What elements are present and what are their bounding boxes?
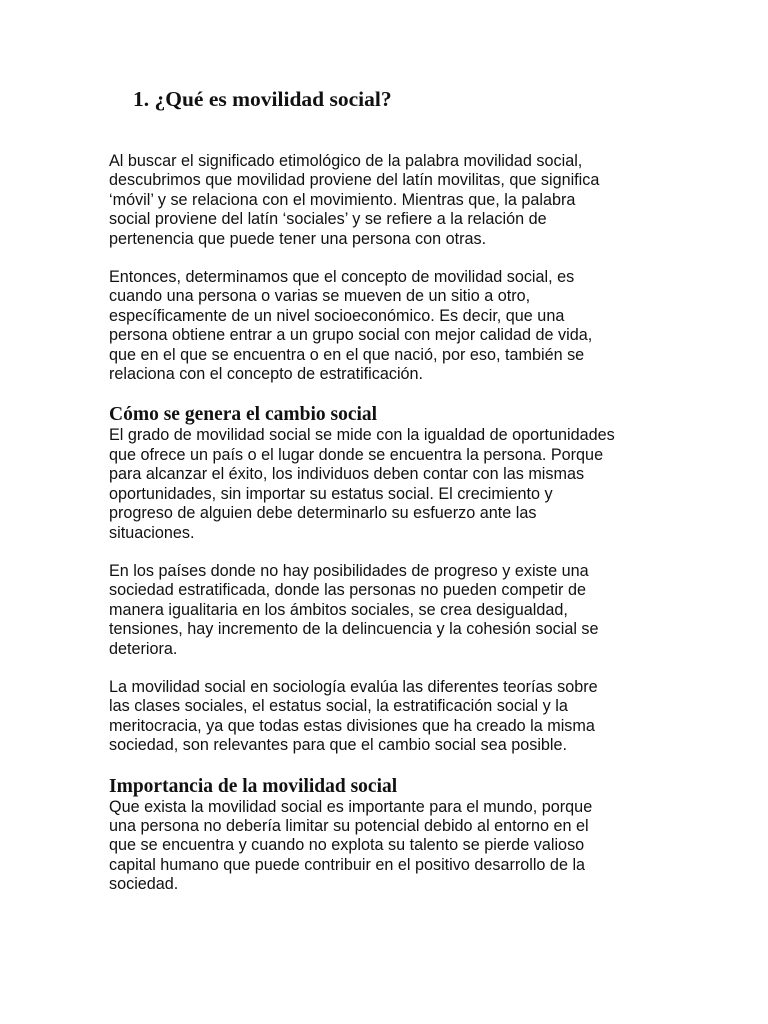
heading-social-change: Cómo se genera el cambio social xyxy=(109,404,378,426)
paragraph-etymology: Al buscar el significado etimológico de la palabra movilidad social, descubrimos que movilidad proviene del latín movilitas, que significa ‘móvil’ y se relaciona con el movimiento. Mientras que, la palabra social proviene del latín ‘sociales’ y se refiere a la relación de pertenencia que puede tener una persona con otras. xyxy=(109,152,600,248)
heading-importance: Importancia de la movilidad social xyxy=(109,775,398,797)
paragraph-concept: Entonces, determinamos que el concepto de movilidad social, es cuando una persona o varias se mueven de un sitio a otro, específicamente de un nivel socioeconómico. Es decir, que una persona obtiene entrar a un grupo social con mejor calidad de vida, que en el que se encuentra o en el que nació, por eso, también se relaciona con el concepto de estratificación. xyxy=(109,268,593,384)
paragraph-inequality: En los países donde no hay posibilidades de progreso y existe una sociedad estratificada, donde las personas no pueden competir de manera igualitaria en los ámbitos sociales, se crea desigualdad, tensiones, hay incremento de la delincuencia y la cohesión social se deteriora. xyxy=(109,561,599,658)
paragraph-importance: Que exista la movilidad social es importante para el mundo, porque una persona no debería limitar su potencial debido al entorno en el que se encuentra y cuando no explota su talento se pierde valioso capital humano que puede contribuir en el positivo desarrollo de la sociedad. xyxy=(109,797,593,894)
document-body xyxy=(109,152,709,895)
document-title: 1. ¿Qué es movilidad social? xyxy=(133,87,392,111)
paragraph-sociology: La movilidad social en sociología evalúa las diferentes teorías sobre las clases sociales, el estatus social, la estratificación social y la meritocracia, ya que todas estas divisiones que ha creado la misma sociedad, son relevantes para que el cambio social sea posible. xyxy=(109,677,598,755)
paragraph-opportunity: El grado de movilidad social se mide con la igualdad de oportunidades que ofrece un país o el lugar donde se encuentra la persona. Porque para alcanzar el éxito, los individuos deben contar con las mismas oportunidades, sin importar su estatus social. El crecimiento y progreso de alguien debe determinarlo su esfuerzo ante las situaciones. xyxy=(109,426,615,542)
